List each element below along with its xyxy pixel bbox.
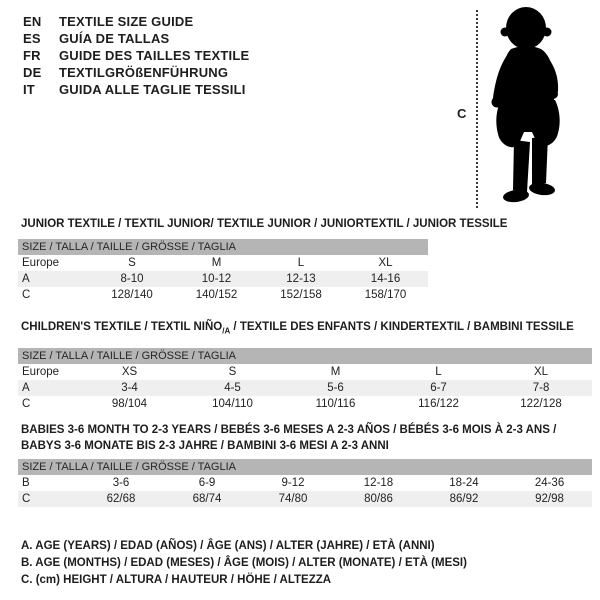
height-measure-line — [476, 10, 478, 208]
size-header-row — [18, 348, 592, 364]
lang-row-en — [23, 13, 249, 30]
row-label: C — [22, 398, 31, 410]
table-row-height — [18, 396, 592, 412]
language-guide-block — [23, 13, 249, 98]
babies-table-title — [21, 422, 556, 454]
size-cell: 80/86 — [336, 491, 421, 507]
footnote-age-months: B. AGE (MONTHS) / EDAD (MESES) / ÂGE (MOIS) / ALTER (MONATE) / ETÀ (MESI) — [21, 557, 467, 569]
table-row-months — [18, 475, 592, 491]
babies-title-line2: BABYS 3-6 MONATE BIS 2-3 JAHRE / BAMBINI 3-6 MESI A 2-3 ANNI — [21, 440, 389, 452]
footnote-height: C. (cm) HEIGHT / ALTURA / HAUTEUR / HÖHE / ALTEZZA — [21, 574, 332, 586]
lang-code: DE — [23, 65, 42, 80]
size-cell: XL — [378, 257, 393, 269]
size-cell: XL — [534, 366, 549, 378]
table-row-age — [18, 271, 428, 287]
children-title-sub: /A — [222, 326, 231, 336]
size-cell: 12-18 — [363, 477, 394, 489]
size-cell: 140/152 — [195, 289, 238, 301]
size-cell: S — [128, 257, 136, 269]
size-cell: 14-16 — [343, 271, 428, 287]
size-cell: 152/158 — [280, 289, 322, 301]
row-label: A — [18, 380, 78, 396]
row-label: B — [22, 477, 30, 489]
size-header-label: SIZE / TALLA / TAILLE / GRÖSSE / TAGLIA — [18, 239, 428, 255]
babies-size-table — [18, 459, 592, 507]
table-row-height — [18, 491, 592, 507]
size-cell: 62/68 — [78, 491, 164, 507]
size-cell: 74/80 — [250, 491, 336, 507]
size-cell: 6-7 — [387, 380, 490, 396]
children-title-post: / TEXTILE DES ENFANTS / KINDERTEXTIL / BAMBINI TESSILE — [230, 321, 574, 333]
size-cell: 24-36 — [534, 477, 565, 489]
row-label: C — [22, 289, 31, 301]
footnotes-block — [21, 538, 467, 589]
table-row-height — [18, 287, 428, 303]
size-cell: 68/74 — [164, 491, 250, 507]
row-label: Europe — [22, 366, 60, 378]
size-header-label: SIZE / TALLA / TAILLE / GRÖSSE / TAGLIA — [18, 348, 592, 364]
lang-row-fr — [23, 47, 249, 64]
lang-label: GUÍA DE TALLAS — [59, 31, 170, 46]
size-cell: L — [297, 257, 305, 269]
size-cell: 3-6 — [112, 477, 130, 489]
lang-label: TEXTILE SIZE GUIDE — [59, 14, 194, 29]
table-row-age — [18, 380, 592, 396]
row-label: C — [18, 491, 78, 507]
children-table-title — [21, 319, 574, 339]
row-label: Europe — [22, 257, 60, 269]
row-label: A — [18, 271, 90, 287]
lang-label: GUIDA ALLE TAGLIE TESSILI — [59, 82, 246, 97]
size-cell: 10-12 — [174, 271, 259, 287]
children-size-table — [18, 348, 592, 412]
babies-title-line1: BABIES 3-6 MONTH TO 2-3 YEARS / BEBÉS 3-6 MESES A 2-3 AÑOS / BÉBÉS 3-6 MOIS À 2-3 ANS / — [21, 424, 557, 436]
size-cell: L — [435, 366, 442, 378]
size-cell: M — [330, 366, 341, 378]
footnote-age-years: A. AGE (YEARS) / EDAD (AÑOS) / ÂGE (ANS) / ALTER (JAHRE) / ETÀ (ANNI) — [21, 540, 435, 552]
size-header-row — [18, 459, 592, 475]
lang-code: IT — [23, 82, 35, 97]
table-row-europe — [18, 255, 428, 271]
size-cell: 3-4 — [78, 380, 181, 396]
lang-code: EN — [23, 14, 42, 29]
height-measure-label: C — [457, 106, 467, 121]
lang-row-it — [23, 81, 249, 98]
size-cell: 6-9 — [198, 477, 216, 489]
children-title-pre: CHILDREN'S TEXTILE / TEXTIL NIÑO — [21, 321, 223, 333]
junior-table-title: JUNIOR TEXTILE / TEXTIL JUNIOR/ TEXTILE JUNIOR / JUNIORTEXTIL / JUNIOR TESSILE — [21, 218, 508, 230]
lang-label: GUIDE DES TAILLES TEXTILE — [59, 48, 250, 63]
size-cell: 110/116 — [315, 398, 356, 410]
size-cell: 158/170 — [364, 289, 407, 301]
size-header-row — [18, 239, 428, 255]
lang-row-es — [23, 30, 249, 47]
table-row-europe — [18, 364, 592, 380]
size-cell: 8-10 — [90, 271, 174, 287]
size-cell: 4-5 — [181, 380, 284, 396]
size-cell: 18-24 — [449, 477, 479, 489]
junior-size-table — [18, 239, 428, 303]
size-cell: 86/92 — [421, 491, 507, 507]
size-cell: 98/104 — [111, 398, 148, 410]
lang-code: FR — [23, 48, 41, 63]
size-header-label: SIZE / TALLA / TAILLE / GRÖSSE / TAGLIA — [18, 459, 592, 475]
size-cell: 7-8 — [490, 380, 592, 396]
size-cell: 92/98 — [507, 491, 592, 507]
size-cell: 122/128 — [520, 398, 562, 410]
size-cell: XS — [121, 366, 138, 378]
lang-code: ES — [23, 31, 41, 46]
size-cell: S — [228, 366, 237, 378]
baby-silhouette-icon — [480, 4, 570, 210]
size-cell: 128/140 — [111, 289, 153, 301]
lang-label: TEXTILGRÖßENFÜHRUNG — [59, 65, 229, 80]
size-cell: 116/122 — [418, 398, 459, 410]
size-cell: 5-6 — [284, 380, 387, 396]
lang-row-de — [23, 64, 249, 81]
size-cell: 12-13 — [259, 271, 343, 287]
size-cell: 9-12 — [281, 477, 305, 489]
size-cell: M — [211, 257, 222, 269]
size-cell: 104/110 — [212, 398, 253, 410]
